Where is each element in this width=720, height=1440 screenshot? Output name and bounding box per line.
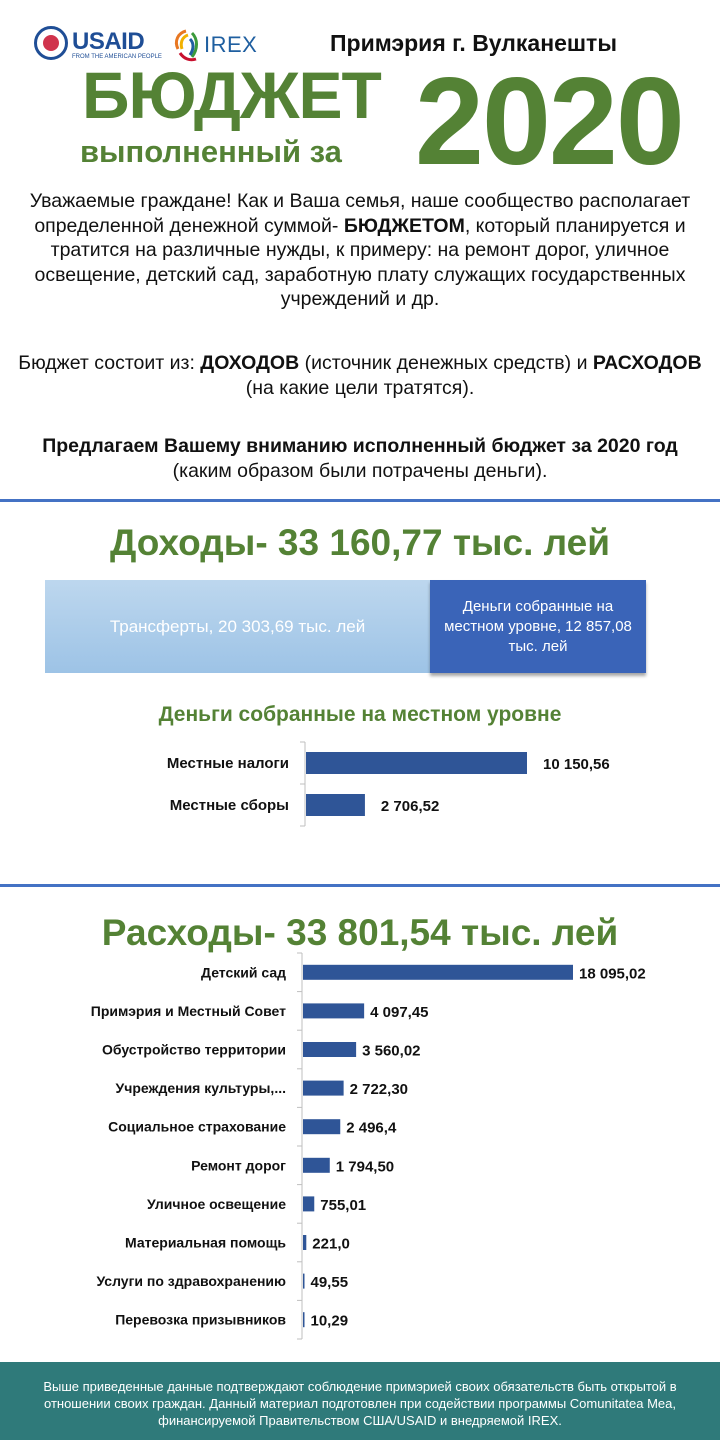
intro-text: Бюджет состоит из: [18, 352, 201, 374]
chart-value-label: 49,55 [310, 1274, 349, 1292]
intro-bold-text: РАСХОДОВ [592, 352, 702, 374]
chart-category-label: Примэрия и Местный Совет [90, 1002, 286, 1019]
chart-bar [303, 1042, 356, 1057]
intro-text: Уважаемые граждане! Как и Ваша семья, наше сообщество располагает определенной денежной суммой- [29, 190, 691, 237]
chart-value-label: 755,01 [320, 1196, 367, 1214]
chart-value-label: 18 095,02 [579, 965, 646, 983]
mayor-office-title: Примэрия г. Вулканешты [330, 30, 617, 56]
chart-bar [303, 1312, 305, 1327]
chart-category-label: Учреждения культуры,... [115, 1080, 286, 1097]
chart-value-label: 10,29 [310, 1312, 349, 1330]
chart-value-label: 4 097,45 [370, 1003, 429, 1021]
chart-category-label: Обустройство территории [102, 1041, 286, 1058]
revenue-segment-label: Трансферты, 20 303,69 тыс. лей [109, 616, 366, 636]
intro-bold-text: БЮДЖЕТОМ [343, 214, 465, 237]
chart-bar [303, 965, 573, 980]
chart-category-label: Ремонт дорог [191, 1157, 286, 1174]
section-divider [0, 884, 720, 887]
usaid-logo-text: USAID [72, 28, 145, 55]
revenue-segment-transfers [45, 580, 430, 673]
usaid-tagline: FROM THE AMERICAN PEOPLE [72, 54, 162, 60]
irex-logo-text: IREX [204, 32, 258, 57]
chart-bar [303, 1196, 314, 1211]
chart-bar [303, 1081, 344, 1096]
chart-bar [303, 1003, 364, 1018]
revenue-segment-local [430, 580, 646, 673]
intro-bold-text: Предлагаем Вашему вниманию исполненный бюджет за 2020 год [42, 435, 678, 457]
chart-value-label: 221,0 [312, 1235, 350, 1253]
chart-category-label: Материальная помощь [125, 1234, 286, 1251]
local-revenue-chart-title: Деньги собранные на местном уровне [158, 703, 562, 726]
intro-text: (на какие цели тратятся). [245, 376, 475, 399]
chart-category-label: Детский сад [201, 964, 286, 981]
intro-paragraph-3 [10, 434, 710, 483]
chart-bar [306, 794, 365, 816]
intro-text: (источник денежных средств) и [299, 352, 593, 374]
chart-bar [303, 1119, 340, 1134]
usaid-seal-icon [34, 26, 68, 60]
page-subtitle: выполненный за [80, 134, 342, 169]
local-revenue-chart [0, 730, 720, 830]
intro-text: , который планируется и тратится на различные нужды, к примеру: на ремонт дорог, уличное освещение, детский сад, заработную плату служащих государственных учреждений и др. [34, 214, 686, 310]
footer-disclaimer: Выше приведенные данные подтверждают соблюдение примэрией своих обязательств быть открытой в отношении своих граждан. Данный материал подготовлен при содействии программы Comunitatea Mea, финансируемой Правительством США/USAID и внедряемой IREX. [0, 1362, 720, 1440]
chart-value-label: 2 496,4 [346, 1119, 397, 1137]
chart-bar [306, 752, 527, 774]
chart-value-label: 2 722,30 [349, 1081, 409, 1099]
chart-value-label: 2 706,52 [380, 798, 440, 815]
expenses-chart [0, 950, 720, 1350]
budget-year: 2020 [415, 53, 683, 191]
section-divider [0, 499, 720, 502]
chart-value-label: 1 794,50 [335, 1158, 395, 1176]
chart-category-label: Уличное освещение [147, 1195, 286, 1212]
chart-category-label: Местные сборы [169, 797, 289, 814]
chart-value-label: 10 150,56 [543, 756, 610, 773]
revenue-title: Доходы- 33 160,77 тыс. лей [109, 522, 611, 563]
page-title: БЮДЖЕТ [82, 58, 381, 132]
chart-category-label: Социальное страхование [108, 1118, 286, 1135]
chart-category-label: Перевозка призывников [115, 1311, 286, 1328]
chart-category-label: Местные налоги [166, 755, 289, 772]
chart-value-label: 3 560,02 [362, 1042, 421, 1060]
expenses-title: Расходы- 33 801,54 тыс. лей [101, 912, 619, 953]
chart-bar [303, 1235, 306, 1250]
chart-category-label: Услуги по здравохранению [96, 1273, 286, 1290]
revenue-segment-label: Деньги собранные на местном уровне, 12 857,08 тыс. лей [444, 597, 632, 655]
intro-paragraph-1 [10, 189, 710, 312]
chart-bar [303, 1274, 305, 1289]
intro-paragraph-2 [10, 351, 710, 400]
intro-bold-text: ДОХОДОВ [200, 352, 300, 374]
chart-bar [303, 1158, 330, 1173]
intro-text: (каким образом были потрачены деньги). [172, 459, 548, 482]
